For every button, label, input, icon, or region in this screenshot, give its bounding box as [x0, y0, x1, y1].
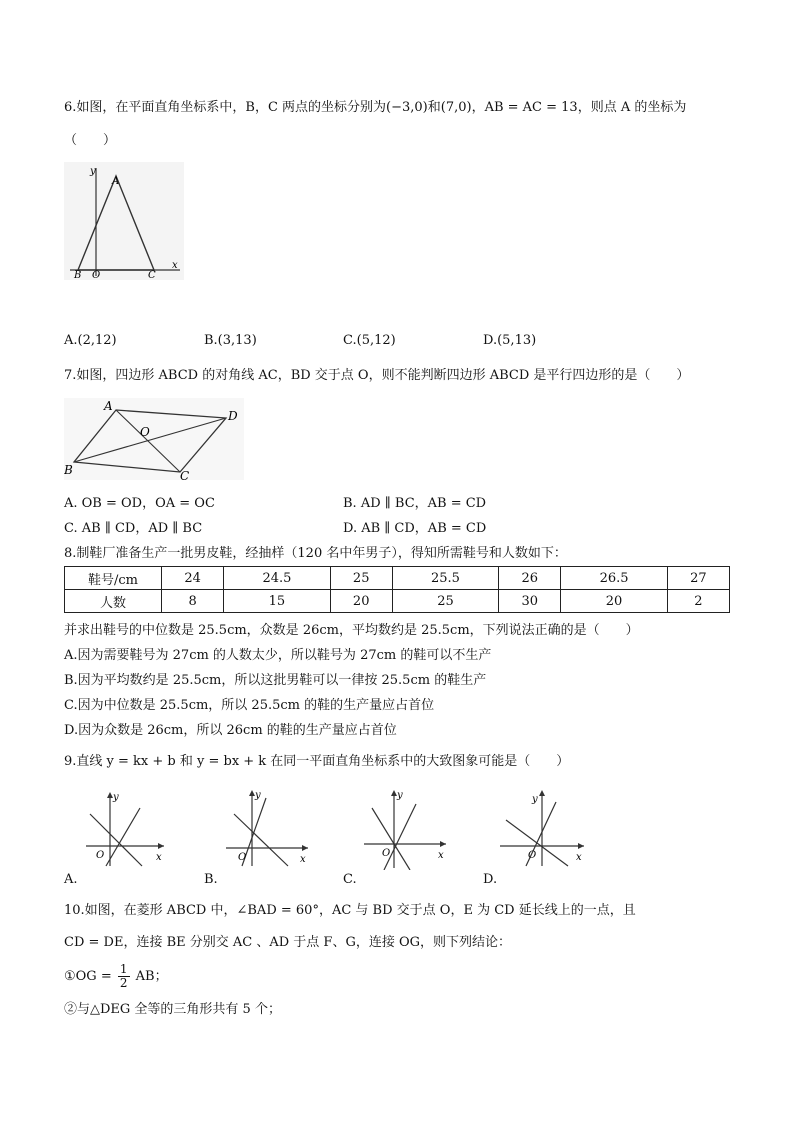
svg-text:O: O: [382, 848, 391, 859]
q6-label-a: A: [112, 176, 120, 187]
q6-figure: [64, 162, 184, 280]
q7-label-b: B: [64, 463, 73, 477]
q9-graph-a: [82, 786, 168, 868]
svg-text:y: y: [255, 790, 261, 801]
q7-option-d: D. AB ∥ CD，AB = CD: [343, 521, 487, 536]
q10-c1-fraction: [118, 963, 130, 990]
q6-option-b: B.(3,13): [204, 333, 257, 348]
table-cell: 26.5: [561, 567, 667, 590]
q6-label-y: y: [90, 166, 96, 177]
q7-option-b: B. AD ∥ BC，AB = CD: [343, 496, 487, 511]
q10-c1-suffix: AB；: [135, 969, 168, 984]
svg-text:y: y: [113, 792, 119, 803]
q7-label-c: C: [180, 469, 190, 480]
q10-c1-numerator: 1: [119, 962, 128, 976]
table-cell: 30: [499, 590, 561, 613]
q10-stem-1: 10.如图，在菱形 ABCD 中，∠BAD = 60°，AC 与 BD 交于点 O，E 为 CD 延长线上的一点，且: [64, 903, 636, 918]
svg-text:y: y: [397, 790, 403, 801]
q10-c1-prefix: ①OG =: [64, 969, 112, 984]
q9-option-c: C.: [343, 872, 357, 887]
table-cell: 8: [162, 590, 224, 613]
svg-text:x: x: [300, 854, 306, 865]
table-cell: 27: [667, 567, 729, 590]
q6-option-d: D.(5,13): [483, 333, 537, 348]
q9-graph-b: [222, 784, 312, 868]
table-row: [65, 567, 730, 590]
q6-label-o: O: [92, 270, 101, 280]
svg-text:x: x: [576, 852, 582, 863]
q7-figure: [64, 398, 244, 480]
q9-stem: 9.直线 y = kx + b 和 y = bx + k 在同一平面直角坐标系中的大致图象可能是（ ）: [64, 754, 570, 769]
table-cell: 20: [561, 590, 667, 613]
q7-label-a: A: [104, 399, 113, 413]
q6-label-b: B: [74, 270, 82, 280]
q8-option-c: C.因为中位数是 25.5cm，所以 25.5cm 的鞋的生产量应占首位: [64, 698, 435, 713]
svg-text:O: O: [238, 852, 247, 863]
table-cell: 25: [330, 567, 392, 590]
svg-text:x: x: [438, 850, 444, 861]
q10-conclusion-1: [64, 963, 168, 990]
q10-conclusion-2: ②与△DEG 全等的三角形共有 5 个；: [64, 1002, 281, 1017]
q9-graph-c: [360, 784, 450, 870]
table-cell: 25.5: [392, 567, 498, 590]
table-cell: 人数: [65, 590, 162, 613]
q10-stem-2: CD = DE，连接 BE 分别交 AC 、AD 于点 F、G，连接 OG，则下列结论：: [64, 935, 512, 950]
table-cell: 20: [330, 590, 392, 613]
q7-label-o: O: [140, 425, 150, 439]
q8-stem-2: 并求出鞋号的中位数是 25.5cm，众数是 26cm，平均数约是 25.5cm，下列说法正确的是（ ）: [64, 623, 639, 638]
q6-stem: 6.如图，在平面直角坐标系中，B，C 两点的坐标分别为(−3,0)和(7,0)，AB = AC = 13，则点 A 的坐标为: [64, 100, 687, 115]
svg-text:x: x: [156, 852, 162, 863]
q9-option-d: D.: [483, 872, 498, 887]
table-cell: 24.5: [224, 567, 330, 590]
q8-shoe-table: [64, 566, 730, 613]
q7-stem: 7.如图，四边形 ABCD 的对角线 AC，BD 交于点 O，则不能判断四边形 ABCD 是平行四边形的是（ ）: [64, 368, 690, 383]
svg-text:O: O: [96, 850, 105, 861]
table-cell: 鞋号/cm: [65, 567, 162, 590]
q8-option-b: B.因为平均数约是 25.5cm，所以这批男鞋可以一律按 25.5cm 的鞋生产: [64, 673, 487, 688]
q7-label-d: D: [228, 409, 238, 423]
q8-option-a: A.因为需要鞋号为 27cm 的人数太少，所以鞋号为 27cm 的鞋可以不生产: [64, 648, 492, 663]
q6-label-c: C: [148, 270, 156, 280]
svg-text:O: O: [528, 850, 537, 861]
q6-answer-paren: （ ）: [64, 133, 117, 148]
q6-option-a: A.(2,12): [64, 333, 117, 348]
q8-option-d: D.因为众数是 26cm，所以 26cm 的鞋的生产量应占首位: [64, 723, 397, 738]
q6-label-x: x: [172, 260, 178, 271]
table-cell: 15: [224, 590, 330, 613]
q8-stem: 8.制鞋厂准备生产一批男皮鞋，经抽样（120 名中年男子），得知所需鞋号和人数如下：: [64, 546, 567, 561]
q6-option-c: C.(5,12): [343, 333, 396, 348]
table-cell: 26: [499, 567, 561, 590]
svg-text:y: y: [532, 794, 538, 805]
q9-option-a: A.: [64, 872, 78, 887]
q7-option-a: A. OB = OD，OA = OC: [64, 496, 215, 511]
q9-graph-d: [496, 784, 588, 868]
table-cell: 25: [392, 590, 498, 613]
table-cell: 2: [667, 590, 729, 613]
table-row: [65, 590, 730, 613]
q9-option-b: B.: [204, 872, 218, 887]
q10-c1-denominator: 2: [119, 976, 128, 990]
table-cell: 24: [162, 567, 224, 590]
q7-option-c: C. AB ∥ CD，AD ∥ BC: [64, 521, 203, 536]
